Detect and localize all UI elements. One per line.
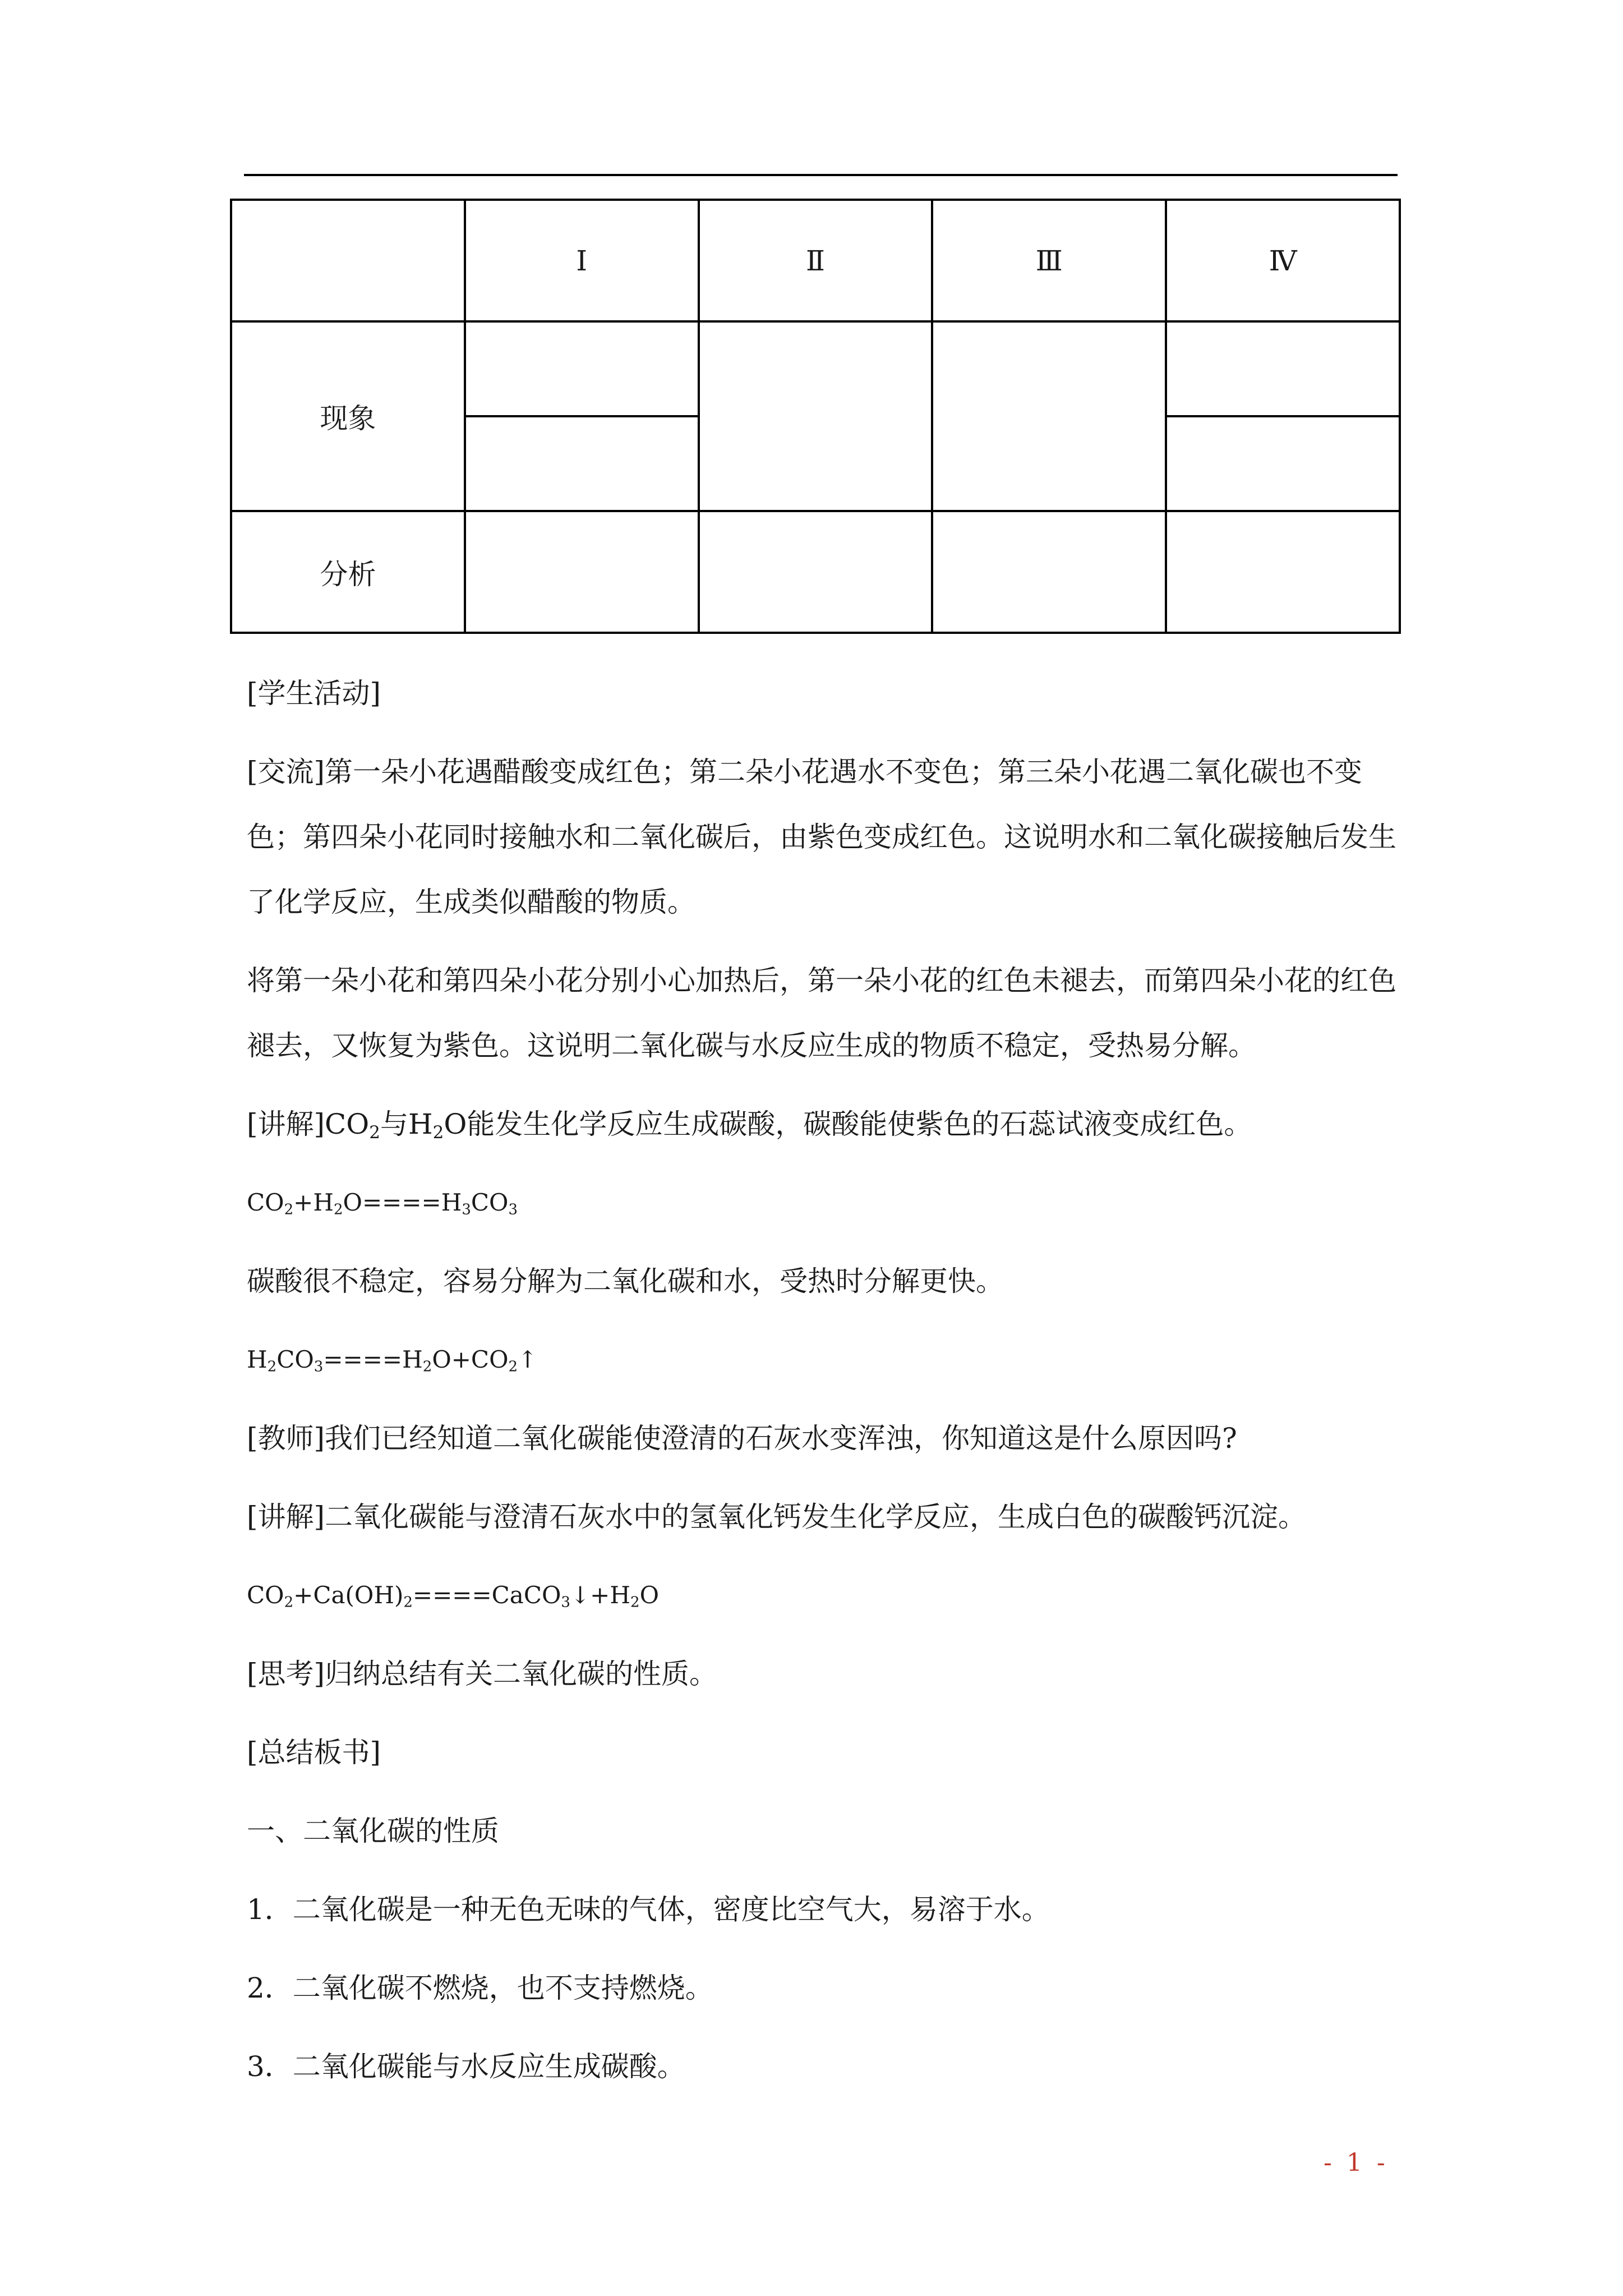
- row-label-analysis: 分析: [231, 511, 465, 633]
- table-row-phenomenon-top: [231, 321, 1400, 416]
- paragraph-student-activity: [学生活动]: [247, 677, 381, 710]
- table-corner-cell: [231, 200, 465, 321]
- paragraph-teacher-question: [教师]我们已经知道二氧化碳能使澄清的石灰水变浑浊，你知道这是什么原因吗?: [247, 1422, 1237, 1455]
- table-cell: [1166, 416, 1400, 511]
- table-cell: [699, 321, 933, 511]
- paragraph-explanation-limewater: [讲解]二氧化碳能与澄清石灰水中的氢氧化钙发生化学反应，生成白色的碳酸钙沉淀。: [247, 1501, 1307, 1533]
- table-cell: [1166, 321, 1400, 416]
- list-item: 3．二氧化碳能与水反应生成碳酸。: [247, 2050, 685, 2083]
- equation-decomposition: $H_2CO_3====H_2O+CO_2↑$: [247, 1346, 538, 1375]
- table-cell: [1166, 511, 1400, 633]
- section-heading-properties: 一、二氧化碳的性质: [247, 1815, 499, 1847]
- paragraph-summary-heading: [总结板书]: [247, 1736, 381, 1769]
- equation-limewater: $CO_2+Ca(OH)_2====CaCO_3↓+H_2O$: [247, 1581, 659, 1611]
- lesson-body: [247, 661, 1402, 2113]
- equation-co2-water: $CO_2+H_2O====H_3CO_3$: [247, 1189, 518, 1218]
- page-number: - 1 -: [1324, 2148, 1389, 2177]
- column-header: Ⅱ: [699, 200, 933, 321]
- table-cell: [465, 321, 699, 416]
- paragraph-think: [思考]归纳总结有关二氧化碳的性质。: [247, 1658, 718, 1690]
- table-cell: [465, 511, 699, 633]
- table-cell: [465, 416, 699, 511]
- column-header: Ⅲ: [932, 200, 1166, 321]
- table-cell: [932, 511, 1166, 633]
- list-item: 2．二氧化碳不燃烧，也不支持燃烧。: [247, 1972, 713, 2004]
- paragraph-unstable: 碳酸很不稳定，容易分解为二氧化碳和水，受热时分解更快。: [247, 1265, 1004, 1297]
- paragraph-explanation-carbonic-acid: [讲解]$CO_2$与$H_2O$能发生化学反应生成碳酸，碳酸能使紫色的石蕊试液变成红色。: [247, 1108, 1252, 1143]
- paragraph-exchange: [交流]第一朵小花遇醋酸变成红色；第二朵小花遇水不变色；第三朵小花遇二氧化碳也不变色；第四朵小花同时接触水和二氧化碳后，由紫色变成红色。这说明水和二氧化碳接触后发生了化学反应，生成类似醋酸的物质。: [247, 756, 1396, 918]
- row-label-phenomenon: 现象: [231, 321, 465, 511]
- paragraph-heating: 将第一朵小花和第四朵小花分别小心加热后，第一朵小花的红色未褪去，而第四朵小花的红色褪去，又恢复为紫色。这说明二氧化碳与水反应生成的物质不稳定，受热易分解。: [247, 964, 1396, 1062]
- header-rule: [244, 174, 1398, 176]
- column-header: Ⅰ: [465, 200, 699, 321]
- list-item: 1．二氧化碳是一种无色无味的气体，密度比空气大，易溶于水。: [247, 1893, 1050, 1926]
- experiment-observation-table: [230, 199, 1401, 634]
- table-cell: [699, 511, 933, 633]
- table-header-row: [231, 200, 1400, 321]
- column-header: Ⅳ: [1166, 200, 1400, 321]
- table-cell: [932, 321, 1166, 511]
- table-row-analysis: [231, 511, 1400, 633]
